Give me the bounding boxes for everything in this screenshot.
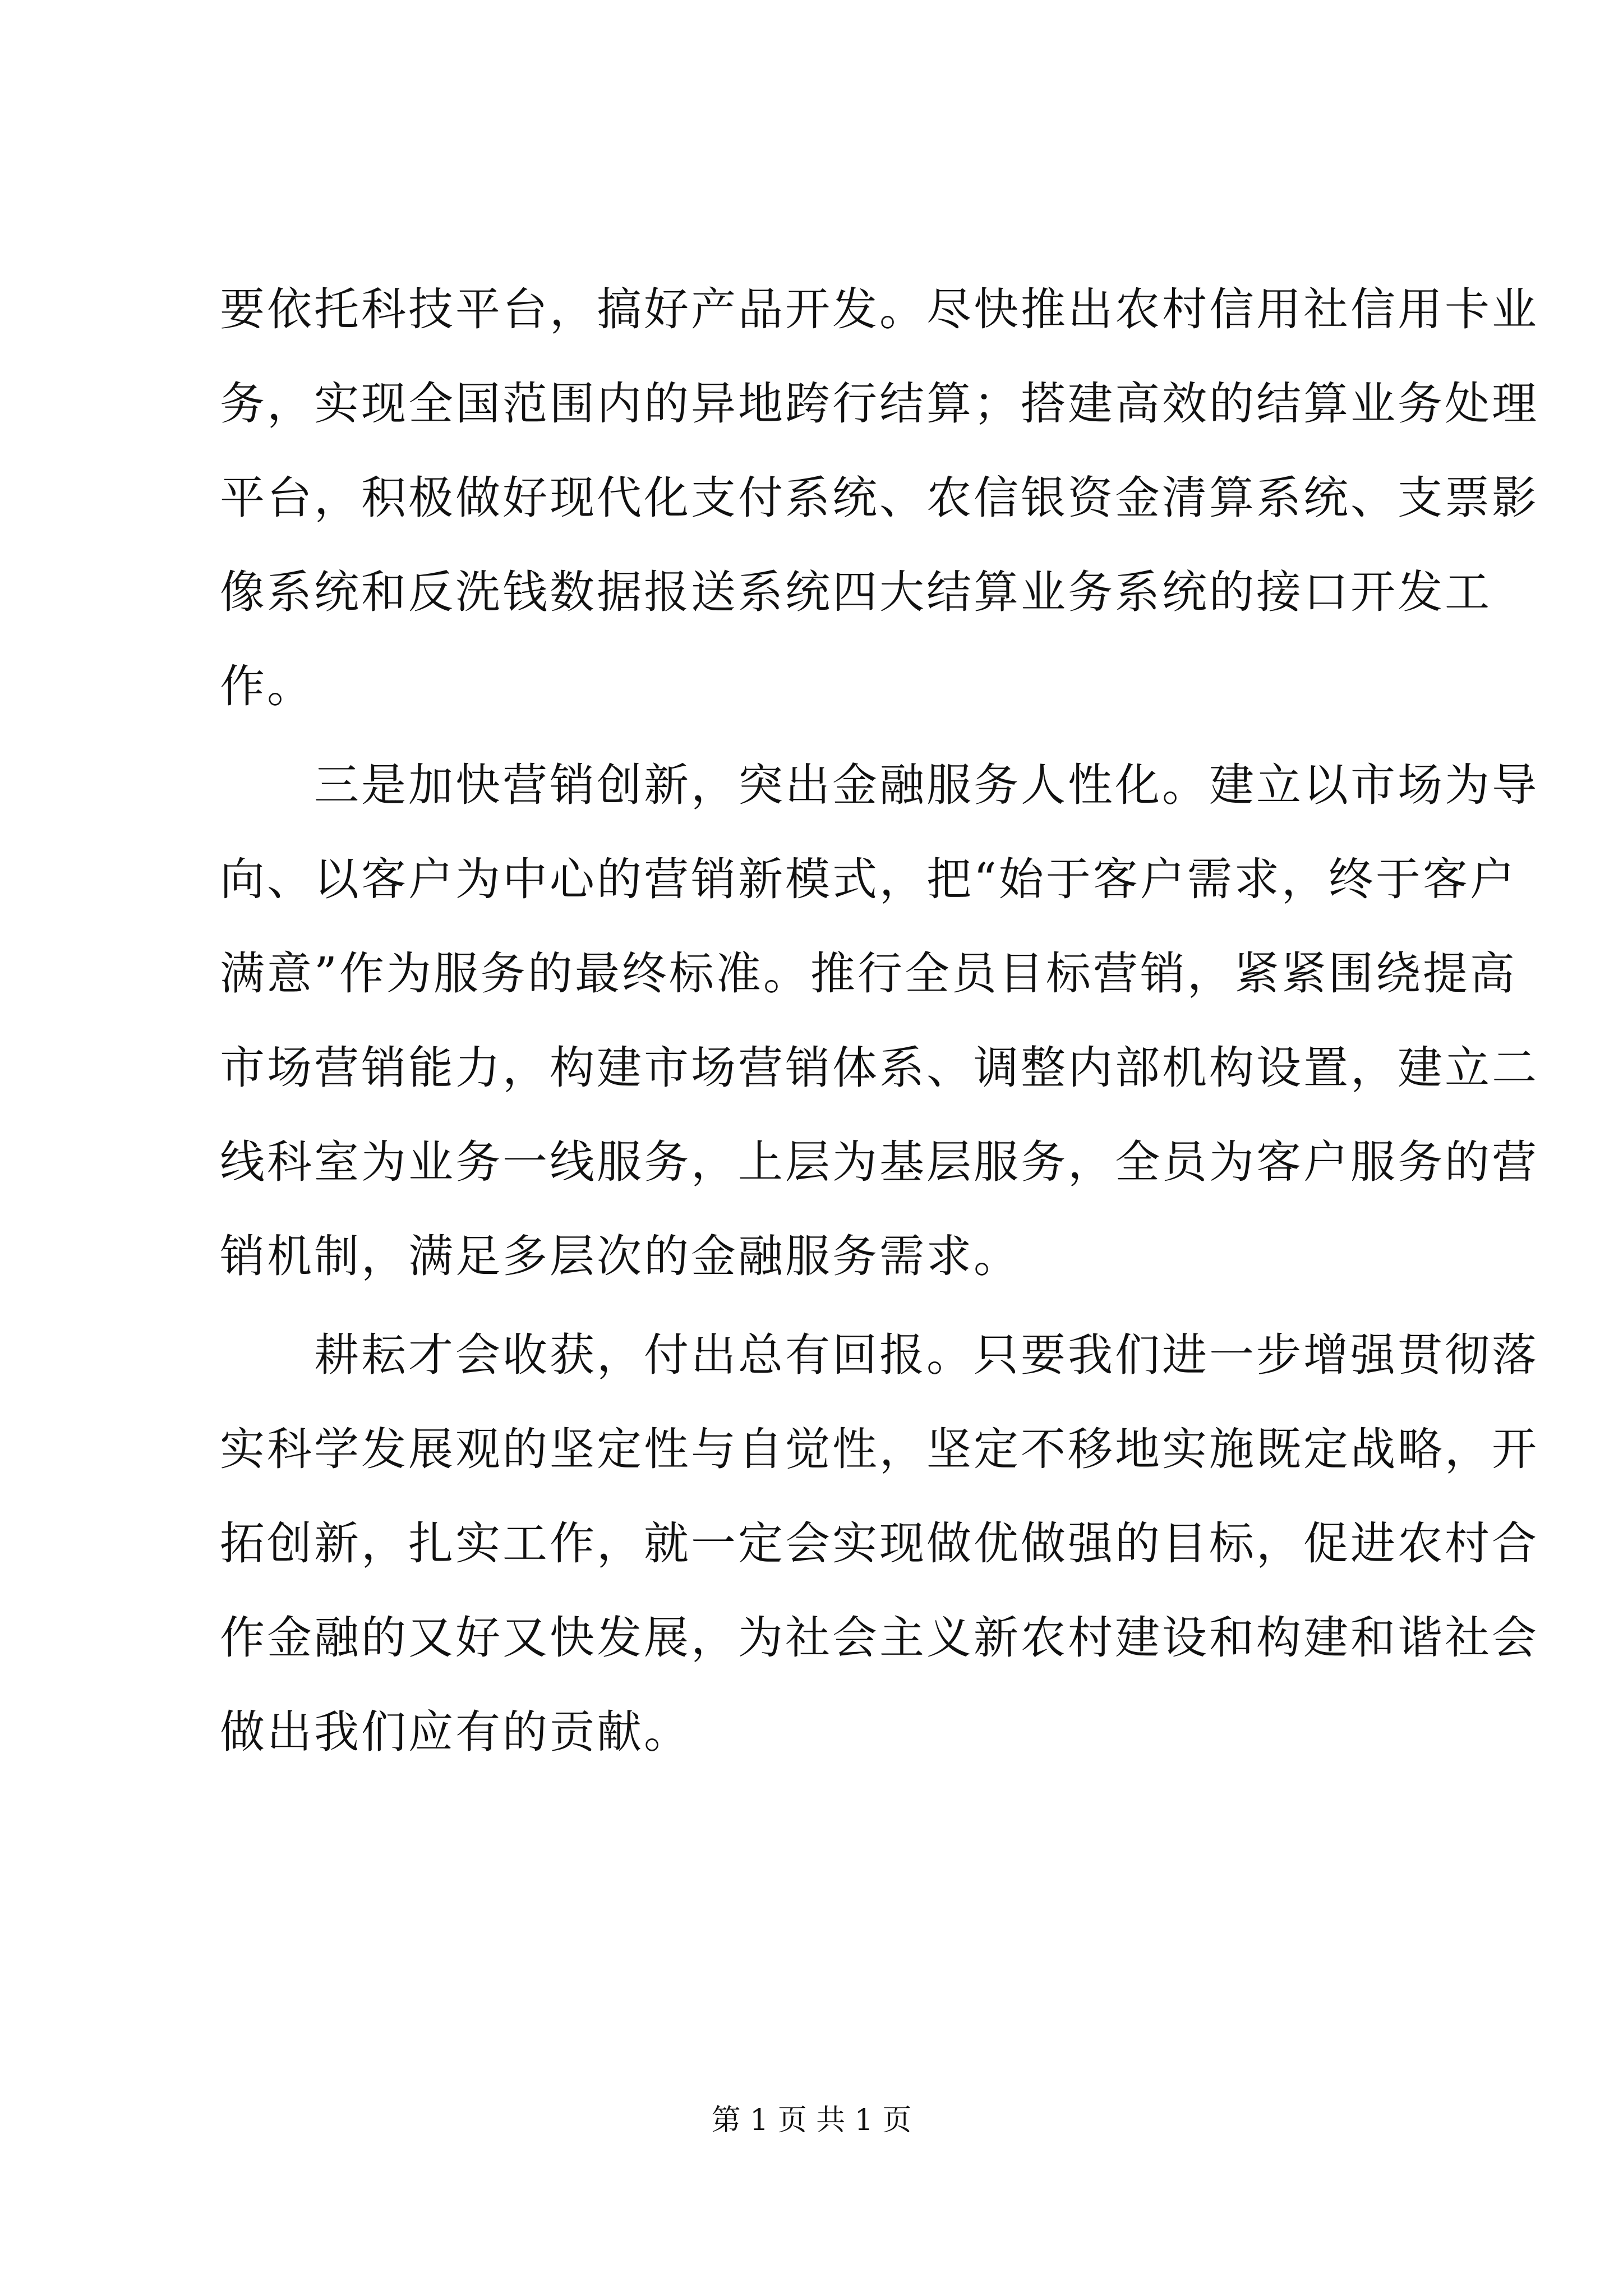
text-line: 三是加快营销创新，突出金融服务人性化。建立以市场为导: [314, 759, 1539, 811]
text-line: 耕耘才会收获，付出总有回报。只要我们进一步增强贯彻落: [314, 1329, 1539, 1381]
paragraph-marketing-innovation: [220, 738, 1539, 1304]
text-line: 拓创新，扎实工作，就一定会实现做优做强的目标，促进农村合: [220, 1517, 1539, 1570]
text-line: 市场营销能力，构建市场营销体系、调整内部机构设置，建立二: [220, 1042, 1539, 1094]
text-line: 销机制，满足多层次的金融服务需求。: [220, 1230, 1021, 1282]
paragraph-tech-platform: [220, 263, 1539, 734]
text-line: 满意”作为服务的最终标准。推行全员目标营销，紧紧围绕提高: [220, 947, 1517, 1000]
text-line: 平台，积极做好现代化支付系统、农信银资金清算系统、支票影: [220, 472, 1539, 524]
text-line: 作。: [220, 660, 314, 712]
text-line: 像系统和反洗钱数据报送系统四大结算业务系统的接口开发工: [220, 566, 1492, 618]
text-line: 务，实现全国范围内的异地跨行结算；搭建高效的结算业务处理: [220, 378, 1539, 430]
text-line: 线科室为业务一线服务，上层为基层服务，全员为客户服务的营: [220, 1136, 1539, 1188]
text-line: 向、以客户为中心的营销新模式，把“始于客户需求，终于客户: [220, 853, 1517, 905]
document-body: [220, 263, 1539, 1779]
text-line: 作金融的又好又快发展，为社会主义新农村建设和构建和谐社会: [220, 1612, 1539, 1664]
paragraph-conclusion: [220, 1308, 1539, 1779]
text-line: 做出我们应有的贡献。: [220, 1706, 691, 1758]
text-line: 实科学发展观的坚定性与自觉性，坚定不移地实施既定战略，开: [220, 1423, 1539, 1475]
text-line: 要依托科技平台，搞好产品开发。尽快推出农村信用社信用卡业: [220, 283, 1539, 335]
page-number-footer: 第 1 页 共 1 页: [711, 2104, 912, 2137]
